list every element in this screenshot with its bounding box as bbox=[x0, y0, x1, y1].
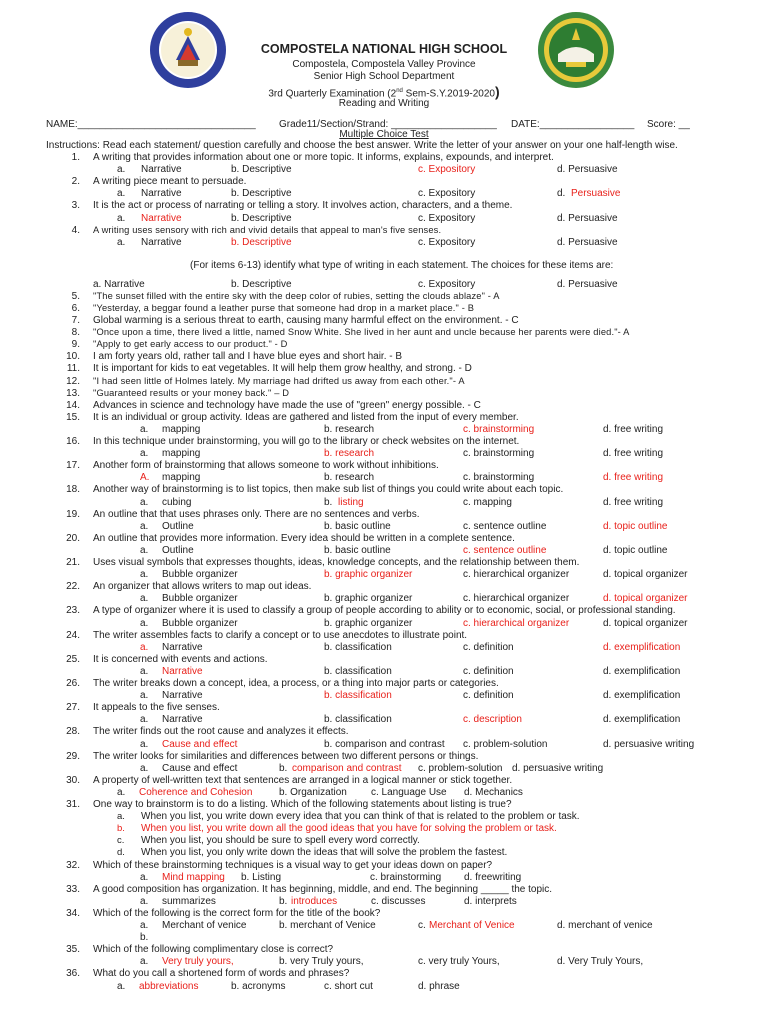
choice-text: mapping bbox=[162, 423, 201, 435]
question-item bbox=[0, 291, 768, 303]
choice-letter: a. bbox=[140, 714, 149, 726]
question-item bbox=[0, 509, 768, 521]
choice-text: b. bbox=[279, 895, 288, 907]
choice-row bbox=[0, 424, 768, 436]
choice-row bbox=[0, 472, 768, 484]
question-text: Which of these brainstorming techniques is a visual way to get your ideas down on paper? bbox=[93, 859, 493, 871]
choice-text: d. free writing bbox=[603, 472, 664, 484]
choice-row bbox=[0, 981, 768, 993]
choice-text-answer: listing bbox=[338, 496, 364, 508]
question-item bbox=[0, 315, 768, 327]
question-number: 22. bbox=[66, 581, 80, 593]
question-item bbox=[0, 702, 768, 714]
question-number: 5. bbox=[71, 290, 80, 302]
choice-letter: A. bbox=[140, 472, 150, 484]
choice-text: c. Expository bbox=[418, 164, 476, 176]
question-text: It is important for kids to eat vegetables. It will help them grow healthy, and strong. - D bbox=[93, 363, 472, 375]
question-number: 19. bbox=[66, 508, 80, 520]
choice-row bbox=[0, 666, 768, 678]
choice-text: c. brainstorming bbox=[463, 448, 535, 460]
question-item bbox=[0, 908, 768, 920]
choice-text: Narrative bbox=[141, 164, 182, 176]
choice-text: c. discusses bbox=[371, 895, 426, 907]
sub-choice-letter: c. bbox=[117, 835, 125, 847]
question-number: 14. bbox=[66, 399, 80, 411]
question-number: 25. bbox=[66, 653, 80, 665]
choice-letter: a. bbox=[140, 520, 149, 532]
question-text: An outline that provides more information. Every idea should be written in a complete sentence. bbox=[93, 532, 515, 544]
choice-text: mapping bbox=[162, 448, 201, 460]
choice-text: c. mapping bbox=[463, 496, 512, 508]
subject: Reading and Writing bbox=[338, 98, 430, 109]
question-number: 34. bbox=[66, 907, 80, 919]
question-number: 21. bbox=[66, 557, 80, 568]
question-number: 35. bbox=[66, 944, 80, 956]
choice-text: Narrative bbox=[162, 690, 203, 702]
choice-text: b. Descriptive bbox=[231, 212, 292, 224]
choice-text: d. free writing bbox=[603, 496, 664, 508]
choice-text: d. persuasive writing bbox=[603, 738, 695, 750]
set-choice: d. Persuasive bbox=[557, 278, 618, 290]
choice-letter: a. bbox=[117, 188, 126, 200]
choice-text: mapping bbox=[162, 472, 201, 484]
set-choice: c. Expository bbox=[418, 278, 476, 290]
choice-text: b. research bbox=[324, 472, 375, 484]
question-item bbox=[0, 303, 768, 315]
choice-text: Merchant of venice bbox=[162, 920, 247, 931]
choice-text: b. Descriptive bbox=[231, 188, 292, 200]
instructions: Instructions: Read each statement/ question carefully and choose the best answer. Write the letter of your answer on your one half-length wise. bbox=[46, 140, 678, 151]
exam-title-close: ) bbox=[494, 83, 500, 100]
choice-letter: a. bbox=[140, 544, 149, 556]
choice-text: b. basic outline bbox=[324, 544, 391, 556]
question-item bbox=[0, 726, 768, 738]
grade-section-field[interactable]: Grade11/Section/Strand: ___________________ bbox=[279, 119, 497, 130]
question-item bbox=[0, 944, 768, 956]
choice-text: d. topic outline bbox=[603, 520, 668, 532]
set-choice: a. Narrative bbox=[93, 278, 145, 290]
choice-text: c. Expository bbox=[418, 212, 476, 224]
choice-text: c. brainstorming bbox=[463, 423, 535, 435]
sub-choice-text: When you list, you write down every idea that you can think of that is related to the problem or task. bbox=[141, 811, 580, 823]
choice-text: c. brainstorming bbox=[370, 871, 442, 883]
choice-row bbox=[0, 690, 768, 702]
question-text: A writing that provides information about one or more topic. It informs, explains, expounds, and interpret. bbox=[93, 152, 554, 163]
set-intro: (For items 6-13) identify what type of writing in each statement. The choices for these items are: bbox=[190, 259, 614, 271]
sub-choice-letter: b. bbox=[117, 823, 125, 835]
choice-letter: b. bbox=[140, 932, 149, 944]
choice-text: d. topical organizer bbox=[603, 569, 688, 581]
choice-text: d. bbox=[557, 188, 566, 200]
question-item bbox=[0, 775, 768, 787]
choice-text: c. hierarchical organizer bbox=[463, 569, 570, 581]
choice-letter: a. bbox=[140, 762, 149, 774]
question-number: 9. bbox=[71, 339, 80, 351]
choice-text: b. acronyms bbox=[231, 980, 286, 992]
choice-text-answer: introduces bbox=[291, 895, 338, 907]
question-item bbox=[0, 339, 768, 351]
choice-text: d. Very Truly Yours, bbox=[557, 956, 644, 968]
question-number: 16. bbox=[66, 436, 80, 447]
question-text: An outline that that uses phrases only. There are no sentences and verbs. bbox=[93, 508, 420, 520]
question-number: 8. bbox=[71, 327, 80, 339]
choice-text: b. Descriptive bbox=[231, 236, 292, 248]
choice-text: b. Descriptive bbox=[231, 164, 292, 176]
choice-text: b. research bbox=[324, 423, 375, 435]
choice-text: c. very truly Yours, bbox=[418, 956, 500, 968]
choice-row bbox=[0, 521, 768, 533]
question-text: It is the act or process of narrating or telling a story. It involves action, characters, and a theme. bbox=[93, 200, 513, 212]
question-text: Advances in science and technology have made the use of "green" energy possible. - C bbox=[93, 399, 481, 411]
question-item bbox=[0, 968, 768, 980]
choice-letter: a. bbox=[140, 895, 149, 907]
choice-letter: a. bbox=[140, 871, 149, 883]
question-item bbox=[0, 860, 768, 872]
choice-row bbox=[0, 569, 768, 581]
choice-text: Narrative bbox=[162, 714, 203, 726]
choice-text: d. exemplification bbox=[603, 665, 681, 677]
question-number: 20. bbox=[66, 532, 80, 544]
choice-text: d. Mechanics bbox=[464, 786, 523, 798]
question-text: Which of the following complimentary close is correct? bbox=[93, 944, 334, 956]
question-item bbox=[0, 412, 768, 424]
choice-row bbox=[0, 642, 768, 654]
question-text: I am forty years old, rather tall and I have blue eyes and short hair. - B bbox=[93, 351, 403, 363]
question-item bbox=[0, 376, 768, 388]
choice-text-answer: Merchant of Venice bbox=[429, 920, 515, 931]
question-text: The writer looks for similarities and differences between two different persons or things. bbox=[93, 750, 479, 762]
question-item bbox=[0, 176, 768, 188]
choice-text: Outline bbox=[162, 544, 194, 556]
question-text: Uses visual symbols that expresses thoughts, ideas, knowledge concepts, and the relationship between them. bbox=[93, 557, 580, 568]
choice-text: b. Organization bbox=[279, 786, 347, 798]
choice-row bbox=[0, 448, 768, 460]
set-choice: b. Descriptive bbox=[231, 278, 292, 290]
choice-letter: a. bbox=[117, 786, 126, 798]
school-address: Compostela, Compostela Valley Province bbox=[292, 59, 476, 70]
choice-row bbox=[0, 739, 768, 751]
choice-letter: a. bbox=[117, 236, 126, 248]
question-text: The writer finds out the root cause and analyzes it effects. bbox=[93, 726, 349, 738]
choice-text: Outline bbox=[162, 520, 194, 532]
question-item bbox=[0, 225, 768, 237]
choice-row bbox=[0, 956, 768, 968]
choice-text: Bubble organizer bbox=[162, 569, 238, 581]
choice-text: c. hierarchical organizer bbox=[463, 617, 570, 629]
choice-text: c. definition bbox=[463, 641, 514, 653]
sub-choice-text: When you list, you should be sure to spell every word correctly. bbox=[141, 835, 420, 847]
question-item bbox=[0, 630, 768, 642]
question-item bbox=[0, 654, 768, 666]
question-number: 13. bbox=[66, 387, 80, 399]
question-text: The writer assembles facts to clarify a concept or to use anecdotes to illustrate point. bbox=[93, 629, 468, 641]
choice-letter: a. bbox=[140, 738, 149, 750]
question-text: "Yesterday, a beggar found a leather purse that someone had drop in a market place." - B bbox=[93, 302, 475, 313]
question-text: Another way of brainstorming is to list topics, then make sub list of things you could write about each topic. bbox=[93, 484, 564, 496]
question-text: "Once upon a time, there lived a little, named Snow White. She lived in her aunt and uncle because her parents were died."- A bbox=[93, 327, 630, 338]
question-number: 6. bbox=[71, 302, 80, 314]
choice-text: c. definition bbox=[463, 690, 514, 702]
question-item bbox=[0, 605, 768, 617]
question-number: 4. bbox=[71, 224, 80, 236]
question-number: 23. bbox=[66, 605, 80, 617]
choice-text: c. problem-solution bbox=[418, 762, 503, 774]
choice-text: d. exemplification bbox=[603, 641, 681, 653]
score-field[interactable]: Score: __ bbox=[647, 119, 690, 130]
choice-text: d. topic outline bbox=[603, 544, 668, 556]
choice-letter: a. bbox=[140, 665, 149, 677]
question-number: 7. bbox=[71, 315, 80, 326]
choice-text: b. graphic organizer bbox=[324, 617, 413, 629]
question-text: A writing piece meant to persuade. bbox=[93, 176, 247, 188]
sub-choice bbox=[0, 811, 768, 823]
choice-text: c. Expository bbox=[418, 188, 476, 200]
choice-text-answer: abbreviations bbox=[139, 980, 199, 992]
choice-text: c. description bbox=[463, 714, 522, 726]
choice-text: b. merchant of Venice bbox=[279, 920, 376, 931]
choice-text: cubing bbox=[162, 496, 192, 508]
question-text: Global warming is a serious threat to earth, causing many harmful effect on the environment. - C bbox=[93, 315, 519, 326]
choice-text: b. research bbox=[324, 448, 375, 460]
choice-text: c. Expository bbox=[418, 236, 476, 248]
choice-text: b. graphic organizer bbox=[324, 593, 413, 605]
question-number: 2. bbox=[71, 176, 80, 188]
sub-choice-letter: d. bbox=[117, 847, 125, 859]
choice-letter: a. bbox=[140, 920, 149, 931]
question-item bbox=[0, 388, 768, 400]
question-number: 11. bbox=[66, 363, 80, 375]
question-item bbox=[0, 581, 768, 593]
choice-row bbox=[0, 787, 768, 799]
choice-row bbox=[0, 497, 768, 509]
choice-text: d. topical organizer bbox=[603, 617, 688, 629]
choice-row bbox=[0, 932, 768, 944]
question-text: "I had seen little of Holmes lately. My marriage had drifted us away from each other."- A bbox=[93, 375, 465, 386]
choice-text: Bubble organizer bbox=[162, 593, 238, 605]
question-text: "The sunset filled with the entire sky with the deep color of rubies, setting the clouds ablaze" - A bbox=[93, 290, 500, 301]
choice-row bbox=[0, 279, 768, 291]
choice-text-answer: Persuasive bbox=[571, 188, 621, 200]
choice-text: summarizes bbox=[162, 895, 216, 907]
question-text: A type of organizer where it is used to classify a group of people according to ability or to economic, social, or professional standing. bbox=[93, 605, 676, 617]
choice-text: c. Language Use bbox=[371, 786, 447, 798]
question-number: 1. bbox=[71, 152, 80, 163]
choice-text: Narrative bbox=[141, 188, 182, 200]
choice-letter: a. bbox=[140, 569, 149, 581]
question-item bbox=[0, 363, 768, 375]
choice-text-answer: Coherence and Cohesion bbox=[139, 786, 253, 798]
choice-text: c. definition bbox=[463, 665, 514, 677]
choice-text: b. comparison and contrast bbox=[324, 738, 445, 750]
question-number: 29. bbox=[66, 750, 80, 762]
choice-text: b. bbox=[324, 496, 333, 508]
choice-row bbox=[0, 237, 768, 249]
question-item bbox=[0, 327, 768, 339]
choice-text: Cause and effect bbox=[162, 762, 238, 774]
choice-text: c. problem-solution bbox=[463, 738, 548, 750]
choice-text: c. brainstorming bbox=[463, 472, 535, 484]
choice-text: d. freewriting bbox=[464, 871, 522, 883]
choice-row bbox=[0, 593, 768, 605]
choice-text: b. basic outline bbox=[324, 520, 391, 532]
choice-text: Narrative bbox=[162, 665, 203, 677]
choice-text: c. sentence outline bbox=[463, 544, 547, 556]
choice-text: d. Persuasive bbox=[557, 236, 618, 248]
choice-row bbox=[0, 188, 768, 200]
sub-choice-text: When you list, you only write down the ideas that will solve the problem the fastest. bbox=[141, 847, 508, 859]
question-number: 36. bbox=[66, 968, 80, 980]
choice-text: d. topical organizer bbox=[603, 593, 688, 605]
question-text: One way to brainstorm is to do a listing. Which of the following statements about listing is true? bbox=[93, 799, 512, 810]
choice-text: Bubble organizer bbox=[162, 617, 238, 629]
choice-text: d. interprets bbox=[464, 895, 517, 907]
question-text: It is concerned with events and actions. bbox=[93, 653, 268, 665]
choice-letter: a. bbox=[140, 641, 149, 653]
choice-text: Narrative bbox=[162, 641, 203, 653]
question-item bbox=[0, 557, 768, 569]
question-number: 18. bbox=[66, 484, 80, 496]
choice-text: b. classification bbox=[324, 641, 392, 653]
choice-text: b. bbox=[279, 762, 288, 774]
choice-text: c. hierarchical organizer bbox=[463, 593, 570, 605]
question-text: It is an individual or group activity. Ideas are gathered and listed from the input of every member. bbox=[93, 411, 519, 423]
test-title: Multiple Choice Test bbox=[339, 129, 429, 140]
date-field[interactable]: DATE:_________________ bbox=[511, 119, 635, 130]
question-item bbox=[0, 460, 768, 472]
question-item bbox=[0, 351, 768, 363]
school-name: COMPOSTELA NATIONAL HIGH SCHOOL bbox=[260, 42, 508, 56]
choice-text-answer: comparison and contrast bbox=[292, 762, 402, 774]
question-number: 12. bbox=[66, 375, 80, 387]
question-number: 3. bbox=[71, 200, 80, 212]
choice-row bbox=[0, 896, 768, 908]
choice-text: c. short cut bbox=[324, 980, 373, 992]
question-text: Which of the following is the correct form for the title of the book? bbox=[93, 907, 381, 919]
question-item bbox=[0, 533, 768, 545]
choice-text-answer: Very truly yours, bbox=[162, 956, 234, 968]
question-text: "Apply to get early access to our product." - D bbox=[93, 339, 288, 350]
exam-title-prefix: 3rd Quarterly Examination (2 bbox=[268, 88, 397, 100]
choice-text: b. classification bbox=[324, 690, 392, 702]
question-number: 24. bbox=[66, 629, 80, 641]
question-item bbox=[0, 400, 768, 412]
sub-choice bbox=[0, 823, 768, 835]
question-item bbox=[0, 152, 768, 164]
question-text: The writer breaks down a concept, idea, a process, or a thing into major parts or categories. bbox=[93, 678, 499, 689]
sub-choice-text: When you list, you write down all the good ideas that you have for solving the problem or task. bbox=[141, 823, 557, 835]
choice-text: b. classification bbox=[324, 665, 392, 677]
question-text: What do you call a shortened form of words and phrases? bbox=[93, 968, 350, 980]
choice-text: Cause and effect bbox=[162, 738, 238, 750]
choice-text: d. Persuasive bbox=[557, 164, 618, 176]
choice-text: b. classification bbox=[324, 714, 392, 726]
choice-text: d. phrase bbox=[418, 980, 460, 992]
question-text: In this technique under brainstorming, you will go to the library or check websites on the internet. bbox=[93, 436, 520, 447]
choice-row bbox=[0, 920, 768, 932]
question-text: It appeals to the five senses. bbox=[93, 702, 220, 714]
choice-text: b. graphic organizer bbox=[324, 569, 413, 581]
question-number: 27. bbox=[66, 702, 80, 714]
department: Senior High School Department bbox=[313, 71, 455, 82]
name-field[interactable]: NAME:________________________________ bbox=[46, 119, 256, 130]
choice-row bbox=[0, 164, 768, 176]
choice-row bbox=[0, 618, 768, 630]
question-text: An organizer that allows writers to map out ideas. bbox=[93, 581, 312, 593]
choice-text: d. free writing bbox=[603, 423, 664, 435]
choice-row bbox=[0, 545, 768, 557]
exam-title-sup: nd bbox=[396, 88, 403, 94]
choice-row bbox=[0, 872, 768, 884]
choice-text: Narrative bbox=[141, 236, 182, 248]
question-number: 32. bbox=[66, 859, 80, 871]
question-item bbox=[0, 200, 768, 212]
choice-letter: a. bbox=[117, 212, 126, 224]
question-number: 30. bbox=[66, 774, 80, 786]
choice-letter: a. bbox=[140, 423, 149, 435]
question-text: A good composition has organization. It has beginning, middle, and end. The beginning _____ the topic. bbox=[93, 883, 553, 895]
choice-text: d. persuasive writing bbox=[512, 762, 604, 774]
question-item bbox=[0, 884, 768, 896]
choice-letter: a. bbox=[140, 448, 149, 460]
question-number: 26. bbox=[66, 678, 80, 689]
choice-letter: a. bbox=[140, 956, 149, 968]
question-text: "Guaranteed results or your money back." – D bbox=[93, 387, 290, 398]
choice-letter: a. bbox=[140, 496, 149, 508]
question-text: A writing uses sensory with rich and vivid details that appeal to man's five senses. bbox=[93, 224, 442, 235]
question-item bbox=[0, 484, 768, 496]
choice-letter: a. bbox=[140, 690, 149, 702]
choice-row bbox=[0, 714, 768, 726]
choice-text: c. sentence outline bbox=[463, 520, 547, 532]
choice-row bbox=[0, 213, 768, 225]
exam-title-suffix: Sem-S.Y.2019-2020 bbox=[402, 88, 495, 100]
choice-letter: a. bbox=[140, 617, 149, 629]
choice-text: b. Listing bbox=[241, 871, 282, 883]
sub-choice-letter: a. bbox=[117, 811, 125, 823]
question-number: 17. bbox=[66, 460, 80, 472]
choice-text-answer: Mind mapping bbox=[162, 871, 225, 883]
sub-choice bbox=[0, 835, 768, 847]
choice-letter: a. bbox=[140, 593, 149, 605]
question-number: 31. bbox=[66, 799, 80, 810]
choice-row bbox=[0, 763, 768, 775]
question-number: 10. bbox=[66, 351, 80, 363]
question-number: 15. bbox=[66, 411, 80, 423]
choice-letter: a. bbox=[117, 980, 126, 992]
choice-letter: a. bbox=[117, 164, 126, 176]
question-item bbox=[0, 799, 768, 811]
question-number: 33. bbox=[66, 883, 80, 895]
choice-text: d. exemplification bbox=[603, 690, 681, 702]
choice-text: d. exemplification bbox=[603, 714, 681, 726]
question-item bbox=[0, 751, 768, 763]
question-text: Another form of brainstorming that allows someone to work without inhibitions. bbox=[93, 460, 439, 472]
choice-text: d. Persuasive bbox=[557, 212, 618, 224]
sub-choice bbox=[0, 847, 768, 859]
choice-text: Narrative bbox=[141, 212, 182, 224]
question-number: 28. bbox=[66, 726, 80, 738]
choice-text: d. merchant of venice bbox=[557, 920, 653, 931]
choice-text: c. bbox=[418, 920, 426, 931]
choice-text: d. free writing bbox=[603, 448, 664, 460]
question-item bbox=[0, 436, 768, 448]
choice-text: b. very Truly yours, bbox=[279, 956, 364, 968]
question-text: A property of well-written text that sentences are arranged in a logical manner or stick together. bbox=[93, 774, 513, 786]
question-item bbox=[0, 678, 768, 690]
